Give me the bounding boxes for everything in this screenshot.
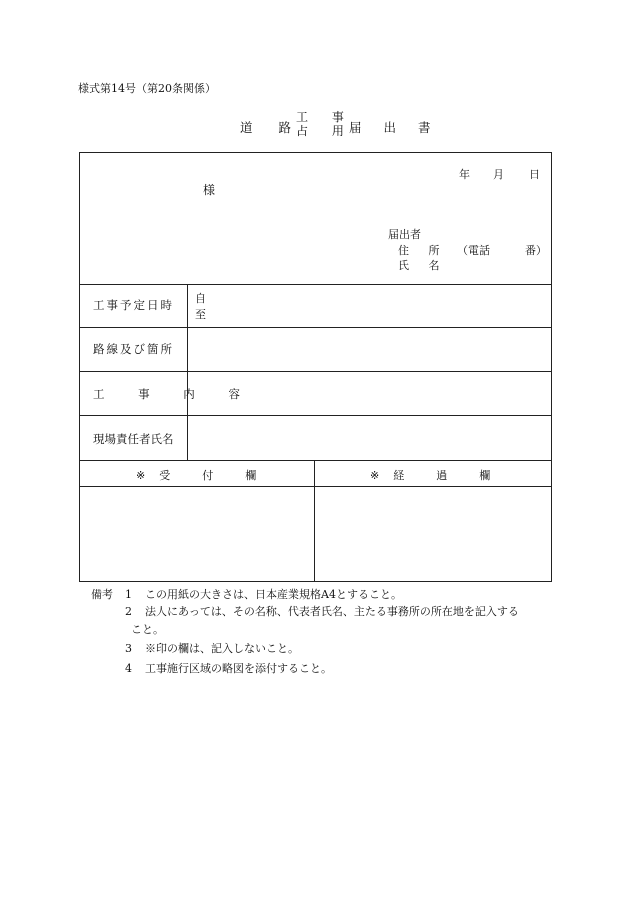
note-item <box>125 603 519 619</box>
addressee-suffix: 様 <box>203 183 216 197</box>
title-stack-bottom: 占 用 <box>296 124 354 138</box>
note-item <box>125 586 402 602</box>
progress-char-3: 欄 <box>479 469 491 482</box>
note-text: 工事施行区域の略図を添付すること。 <box>145 662 332 675</box>
manager-label: 現場責任者氏名 <box>93 432 174 446</box>
title-suffix: 届 出 書 <box>349 120 440 135</box>
note-text: ※印の欄は、記入しないこと。 <box>145 642 299 655</box>
note-number: 3 <box>125 642 132 655</box>
note-text: 法人にあっては、その名称、代表者氏名、主たる事務所の所在地を記入する <box>145 605 519 618</box>
address-label: 住 所 <box>398 244 448 257</box>
note-item-continuation: こと。 <box>131 623 164 636</box>
progress-mark: ※ <box>370 469 380 482</box>
name-label: 氏 名 <box>398 259 448 272</box>
date-month-label: 月 <box>493 168 504 181</box>
content-label: 工 事 内 容 <box>93 387 255 401</box>
route-label: 路線及び箇所 <box>93 342 174 356</box>
schedule-to: 至 <box>195 308 206 321</box>
date-year-label: 年 <box>459 168 470 181</box>
note-number: 1 <box>125 588 132 601</box>
notes-title: 備考 <box>91 588 113 601</box>
divider-content <box>80 415 551 416</box>
reception-char-1: 受 <box>159 469 171 482</box>
schedule-label: 工事予定日時 <box>93 298 174 312</box>
divider-schedule <box>80 327 551 328</box>
progress-char-1: 経 <box>393 469 405 482</box>
title-stack-top: 工 事 <box>296 110 354 124</box>
note-number: 4 <box>125 662 132 675</box>
reception-char-3: 欄 <box>245 469 257 482</box>
divider-label-column <box>187 284 188 460</box>
divider-manager <box>80 460 551 461</box>
note-number: 2 <box>125 605 132 618</box>
applicant-label: 届出者 <box>388 228 421 241</box>
divider-footer-header <box>80 486 551 487</box>
reception-column-header <box>136 467 256 483</box>
progress-column-header <box>370 467 490 483</box>
note-text: この用紙の大きさは、日本産業規格A4とすること。 <box>145 588 402 601</box>
divider-route <box>80 371 551 372</box>
title-stack <box>296 110 354 138</box>
title-prefix: 道 路 <box>240 120 302 135</box>
reception-char-2: 付 <box>202 469 214 482</box>
divider-top-block <box>80 284 551 285</box>
phone-suffix: 番） <box>525 244 547 257</box>
progress-char-2: 過 <box>436 469 448 482</box>
reception-mark: ※ <box>136 469 146 482</box>
form-number: 様式第14号（第20条関係） <box>78 82 216 95</box>
form-frame <box>79 152 552 582</box>
date-day-label: 日 <box>529 168 540 181</box>
divider-footer-columns <box>314 460 315 581</box>
phone-label: （電話 <box>457 244 490 257</box>
note-item <box>125 660 332 676</box>
schedule-from: 自 <box>195 292 206 305</box>
note-item <box>125 640 299 656</box>
